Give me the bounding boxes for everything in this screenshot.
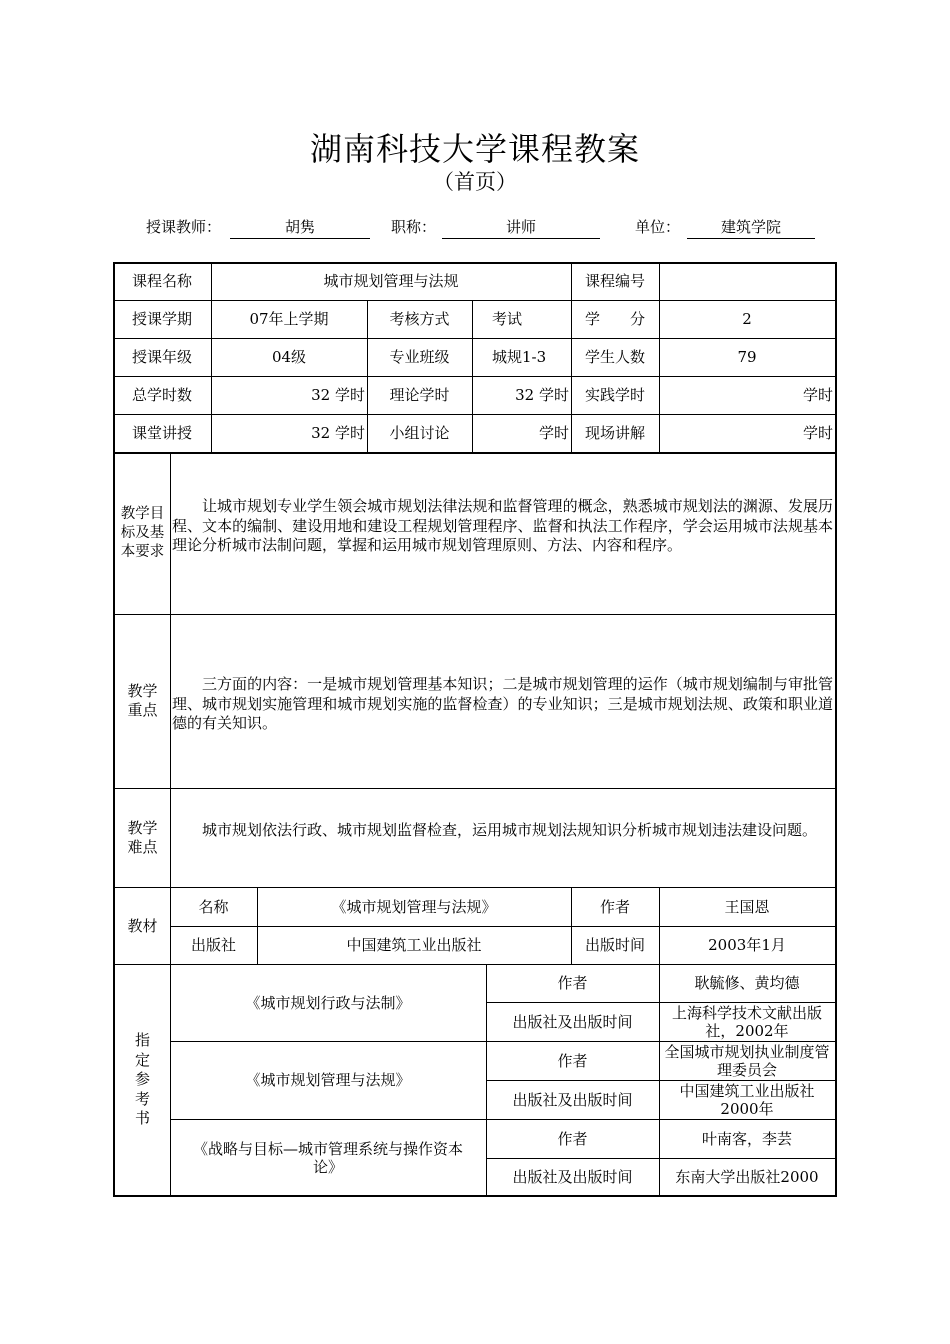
tb-author-value: 王国恩 xyxy=(724,897,770,916)
ref-1-author: 耿毓修、黄均德 xyxy=(694,974,800,992)
students-value: 79 xyxy=(737,348,757,366)
row-line xyxy=(113,614,837,615)
credit-value: 2 xyxy=(742,310,752,328)
ref-2-author-label: 作者 xyxy=(557,1051,588,1070)
lecture-label: 课堂讲授 xyxy=(131,424,192,442)
theory-hours-value: 32 学时 xyxy=(515,386,569,404)
ref-3-pub-label: 出版社及出版时间 xyxy=(512,1168,633,1186)
goal-label: 教学目标及基本要求 xyxy=(120,505,165,560)
unit-value: 建筑学院 xyxy=(720,218,781,236)
textbook-label: 教材 xyxy=(127,916,158,935)
field-label: 现场讲解 xyxy=(584,424,645,442)
row-line xyxy=(113,452,837,454)
tb-publisher-value: 中国建筑工业出版社 xyxy=(346,936,482,954)
ref-3-author: 叶南客，李芸 xyxy=(701,1129,792,1148)
theory-hours-label: 理论学时 xyxy=(389,386,450,404)
grade-value: 04级 xyxy=(271,348,307,366)
assess-value: 考试 xyxy=(492,310,523,328)
total-hours-value: 32 学时 xyxy=(311,386,365,404)
row-line xyxy=(113,788,837,789)
course-name-label: 课程名称 xyxy=(131,272,192,290)
class-label: 专业班级 xyxy=(389,348,450,366)
course-code-value xyxy=(659,262,835,300)
unit-label: 单位： xyxy=(635,218,681,236)
ref-2-pub-label: 出版社及出版时间 xyxy=(512,1090,633,1109)
ref-label: 指定参考书 xyxy=(134,1031,150,1128)
field-value: 学时 xyxy=(802,424,833,442)
tb-publisher-label: 出版社 xyxy=(190,936,236,954)
unit-underline xyxy=(687,238,815,239)
tb-name-value: 《城市规划管理与法规》 xyxy=(331,897,497,916)
lecture-value: 32 学时 xyxy=(311,424,365,442)
tb-name-label: 名称 xyxy=(198,897,229,916)
key-label: 教学重点 xyxy=(127,682,158,719)
ref-2-pub: 中国建筑工业出版社2000年 xyxy=(679,1081,815,1118)
rank-value: 讲师 xyxy=(505,218,536,236)
ref-3-author-label: 作者 xyxy=(557,1129,588,1148)
ref-1-pub: 上海科学技术文献出版社，2002年 xyxy=(671,1003,822,1040)
class-value: 城规1-3 xyxy=(492,348,547,366)
ref-1-pub-label: 出版社及出版时间 xyxy=(512,1012,633,1031)
discussion-label: 小组讨论 xyxy=(389,424,450,442)
teacher-underline xyxy=(230,238,370,239)
students-label: 学生人数 xyxy=(584,348,645,366)
grade-label: 授课年级 xyxy=(131,348,192,366)
semester-label: 授课学期 xyxy=(131,310,192,328)
practice-hours-label: 实践学时 xyxy=(584,386,645,404)
ref-3-pub: 东南大学出版社2000 xyxy=(675,1168,819,1186)
ref-1-author-label: 作者 xyxy=(557,974,588,992)
semester-value: 07年上学期 xyxy=(249,310,329,328)
tb-author-label: 作者 xyxy=(599,897,630,916)
key-text: 三方面的内容：一是城市规划管理基本知识；二是城市规划管理的运作（城市规划编制与审批管理、城市规划实施管理和城市规划实施的监督检查）的专业知识；三是城市规划法规、政策和职业道德的有关知识。 xyxy=(172,675,833,732)
teacher-label: 授课教师： xyxy=(146,218,222,236)
discussion-value: 学时 xyxy=(538,424,569,442)
page-title: 湖南科技大学课程教案 xyxy=(309,130,640,168)
course-name-value: 城市规划管理与法规 xyxy=(323,272,459,290)
ref-2-title: 《城市规划管理与法规》 xyxy=(245,1071,411,1089)
page-subtitle: （首页） xyxy=(433,170,517,194)
course-code-label: 课程编号 xyxy=(584,272,645,290)
ref-2-author: 全国城市规划执业制度管理委员会 xyxy=(664,1042,830,1079)
ref-3-title: 《战略与目标—城市管理系统与操作资本论》 xyxy=(192,1139,463,1176)
difficulty-text: 城市规划依法行政、城市规划监督检查，运用城市规划法规知识分析城市规划违法建设问题。 xyxy=(202,821,818,839)
practice-hours-value: 学时 xyxy=(802,386,833,404)
table-right-border xyxy=(835,262,837,1197)
total-hours-label: 总学时数 xyxy=(131,386,192,404)
credit-label: 学 分 xyxy=(584,310,645,328)
rank-underline xyxy=(442,238,600,239)
rank-label: 职称： xyxy=(391,218,437,236)
ref-1-title: 《城市规划行政与法制》 xyxy=(245,994,411,1012)
tb-date-label: 出版时间 xyxy=(584,936,645,954)
goal-text: 让城市规划专业学生领会城市规划法律法规和监督管理的概念，熟悉城市规划法的渊源、发展历程、文本的编制、建设用地和建设工程规划管理程序、监督和执法工作程序，学会运用城市法规基本理论分析城市法制问题，掌握和运用城市规划管理原则、方法、内容和程序。 xyxy=(172,497,833,554)
difficulty-label: 教学难点 xyxy=(127,818,158,856)
assess-label: 考核方式 xyxy=(389,310,450,328)
teacher-value: 胡隽 xyxy=(284,218,315,236)
tb-date-value: 2003年1月 xyxy=(708,936,786,954)
